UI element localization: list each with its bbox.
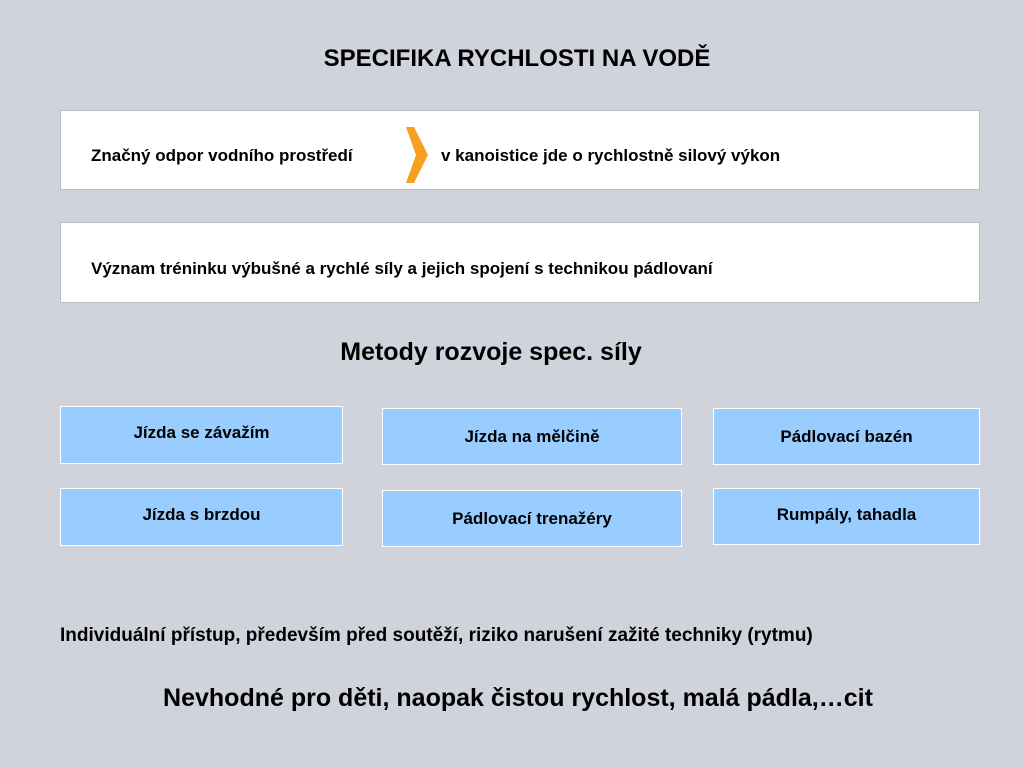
training-panel bbox=[60, 222, 980, 303]
performance-text: v kanoistice jde o rychlostně silový výkon bbox=[441, 146, 781, 165]
page-title: SPECIFIKA RYCHLOSTI NA VODĚ bbox=[323, 45, 711, 72]
chevron-right-icon bbox=[406, 127, 428, 183]
method-weight-box: Jízda se závažím bbox=[60, 406, 343, 464]
resistance-text: Značný odpor vodního prostředí bbox=[91, 146, 353, 165]
method-brake-box: Jízda s brzdou bbox=[60, 488, 343, 546]
method-shallow-box: Jízda na mělčině bbox=[382, 408, 682, 465]
training-text: Význam tréninku výbušné a rychlé síly a jejich spojení s technikou pádlovaní bbox=[91, 259, 713, 278]
resistance-panel bbox=[60, 110, 980, 190]
methods-heading: Metody rozvoje spec. síly bbox=[340, 338, 642, 366]
individual-approach-note: Individuální přístup, především před soutěží, riziko narušení zažité techniky (rytmu) bbox=[60, 625, 813, 646]
method-trainer-box: Pádlovací trenažéry bbox=[382, 490, 682, 547]
children-note: Nevhodné pro děti, naopak čistou rychlost, malá pádla,…cit bbox=[163, 684, 873, 712]
method-winch-box: Rumpály, tahadla bbox=[713, 488, 980, 545]
method-pool-box: Pádlovací bazén bbox=[713, 408, 980, 465]
